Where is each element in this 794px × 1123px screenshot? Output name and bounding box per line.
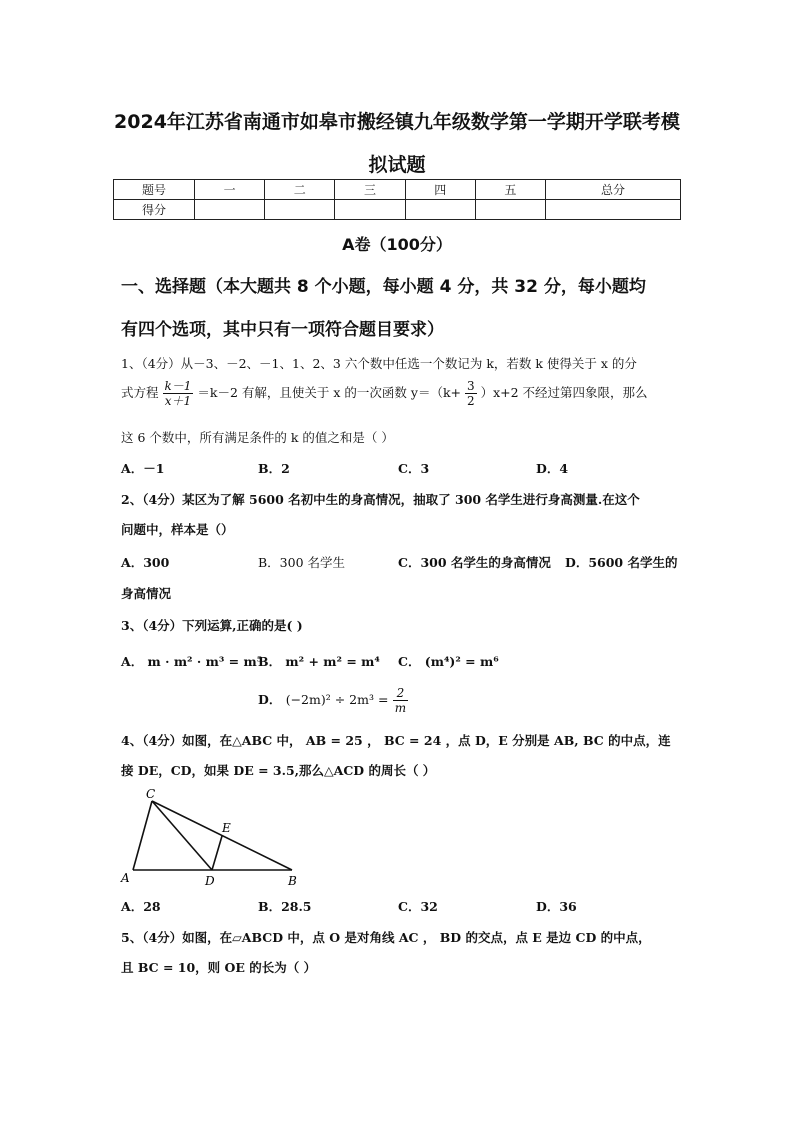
score-header-cell: 一 <box>195 180 265 200</box>
label-d: D <box>205 874 215 888</box>
score-cell[interactable] <box>265 200 335 220</box>
q3-line1: 3、（4分）下列运算,正确的是( ) <box>121 618 303 633</box>
label-b: B <box>288 874 297 888</box>
section1-heading-line2: 有四个选项，其中只有一项符合题目要求） <box>121 320 444 340</box>
score-header-cell: 总分 <box>546 180 681 200</box>
q3-option-d-denominator: m <box>394 701 407 715</box>
q1-frac1-numerator: k－1 <box>164 379 192 393</box>
q1-frac1-denominator: x＋1 <box>164 394 192 408</box>
q1-frac2-numerator: 3 <box>466 379 475 393</box>
q1-fraction-equation <box>163 379 194 408</box>
q1-option-d[interactable]: D．4 <box>536 461 569 476</box>
q2-option-a[interactable]: A．300 <box>121 555 170 570</box>
score-header-cell: 三 <box>335 180 405 200</box>
q3-option-d-expression: (−2m)² ÷ 2m³ = <box>285 692 389 707</box>
q1-text-c: ）x+2 不经过第四象限，那么 <box>480 385 648 400</box>
triangle-figure <box>118 782 308 892</box>
q4-option-c[interactable]: C．32 <box>398 899 438 914</box>
q1-line3: 这 6 个数中，所有满足条件的 k 的值之和是（ ） <box>121 430 394 445</box>
score-cell[interactable] <box>475 200 545 220</box>
q2-line1: 2、（4分）某区为了解 5600 名初中生的身高情况，抽取了 300 名学生进行身高测量.在这个 <box>121 492 640 507</box>
q3-option-a[interactable]: A． m · m² · m³ = m⁵ <box>121 654 263 669</box>
q4-option-a[interactable]: A．28 <box>121 899 161 914</box>
exam-title-line1: 2024年江苏省南通市如皋市搬经镇九年级数学第一学期开学联考模 <box>114 111 680 133</box>
score-cell[interactable] <box>195 200 265 220</box>
q2-option-d[interactable]: D．5600 名学生的 <box>565 555 678 570</box>
score-table-score-row <box>114 200 681 220</box>
q3-option-c[interactable]: C． (m⁴)² = m⁶ <box>398 654 499 669</box>
q1-option-a[interactable]: A．－1 <box>121 461 165 476</box>
q4-option-d[interactable]: D．36 <box>536 899 577 914</box>
score-header-cell: 四 <box>405 180 475 200</box>
q1-text-a: 式方程 <box>121 385 159 400</box>
q1-line2 <box>121 379 681 408</box>
q4-line1: 4、（4分）如图，在△ABC 中， AB = 25 ， BC = 24 ，点 D，E 分别是 AB, BC 的中点，连 <box>121 733 671 748</box>
q1-line1: 1、（4分）从－3、－2、－1、1、2、3 六个数中任选一个数记为 k，若数 k 使得关于 x 的分 <box>121 356 637 371</box>
q1-fraction-coefficient <box>465 379 477 408</box>
score-cell[interactable] <box>546 200 681 220</box>
q1-frac2-denominator: 2 <box>466 394 475 408</box>
q3-option-d-numerator: 2 <box>393 686 408 701</box>
score-table-header-row <box>114 180 681 200</box>
score-header-cell: 二 <box>265 180 335 200</box>
q3-option-d-fraction <box>393 686 408 715</box>
q2-option-c[interactable]: C．300 名学生的身高情况 <box>398 555 551 570</box>
q2-option-b[interactable]: B．300 名学生 <box>258 555 346 570</box>
q1-text-b: ＝k－2 有解，且使关于 x 的一次函数 y＝（k+ <box>197 385 461 400</box>
q1-option-b[interactable]: B．2 <box>258 461 290 476</box>
q4-line2: 接 DE，CD，如果 DE = 3.5,那么△ACD 的周长（ ） <box>121 763 436 778</box>
score-cell[interactable] <box>405 200 475 220</box>
q1-option-c[interactable]: C．3 <box>398 461 430 476</box>
label-e: E <box>222 821 231 835</box>
q2-line2: 问题中，样本是（） <box>121 522 234 537</box>
segment-cd <box>152 801 212 870</box>
q2-option-d-continued: 身高情况 <box>121 586 172 601</box>
score-header-cell: 题号 <box>114 180 195 200</box>
score-row-label: 得分 <box>114 200 195 220</box>
score-header-cell: 五 <box>475 180 545 200</box>
label-a: A <box>121 871 130 885</box>
q3-option-d[interactable] <box>258 686 408 715</box>
label-c: C <box>146 787 156 801</box>
segment-cb <box>152 801 292 870</box>
q5-line2: 且 BC = 10，则 OE 的长为（ ） <box>121 960 317 975</box>
q4-option-b[interactable]: B．28.5 <box>258 899 312 914</box>
score-table <box>113 179 681 220</box>
q3-option-d-label: D． <box>258 692 282 707</box>
paper-a-heading: A卷（100分） <box>342 235 452 254</box>
section1-heading-line1: 一、选择题（本大题共 8 个小题，每小题 4 分，共 32 分，每小题均 <box>121 277 646 297</box>
exam-title-line2: 拟试题 <box>368 154 426 176</box>
q3-option-b[interactable]: B． m² + m² = m⁴ <box>258 654 380 669</box>
q5-line1: 5、（4分）如图，在▱ABCD 中，点 O 是对角线 AC ， BD 的交点，点 E 是边 CD 的中点， <box>121 930 651 945</box>
segment-ca <box>133 801 152 870</box>
segment-de <box>212 836 222 870</box>
score-cell[interactable] <box>335 200 405 220</box>
